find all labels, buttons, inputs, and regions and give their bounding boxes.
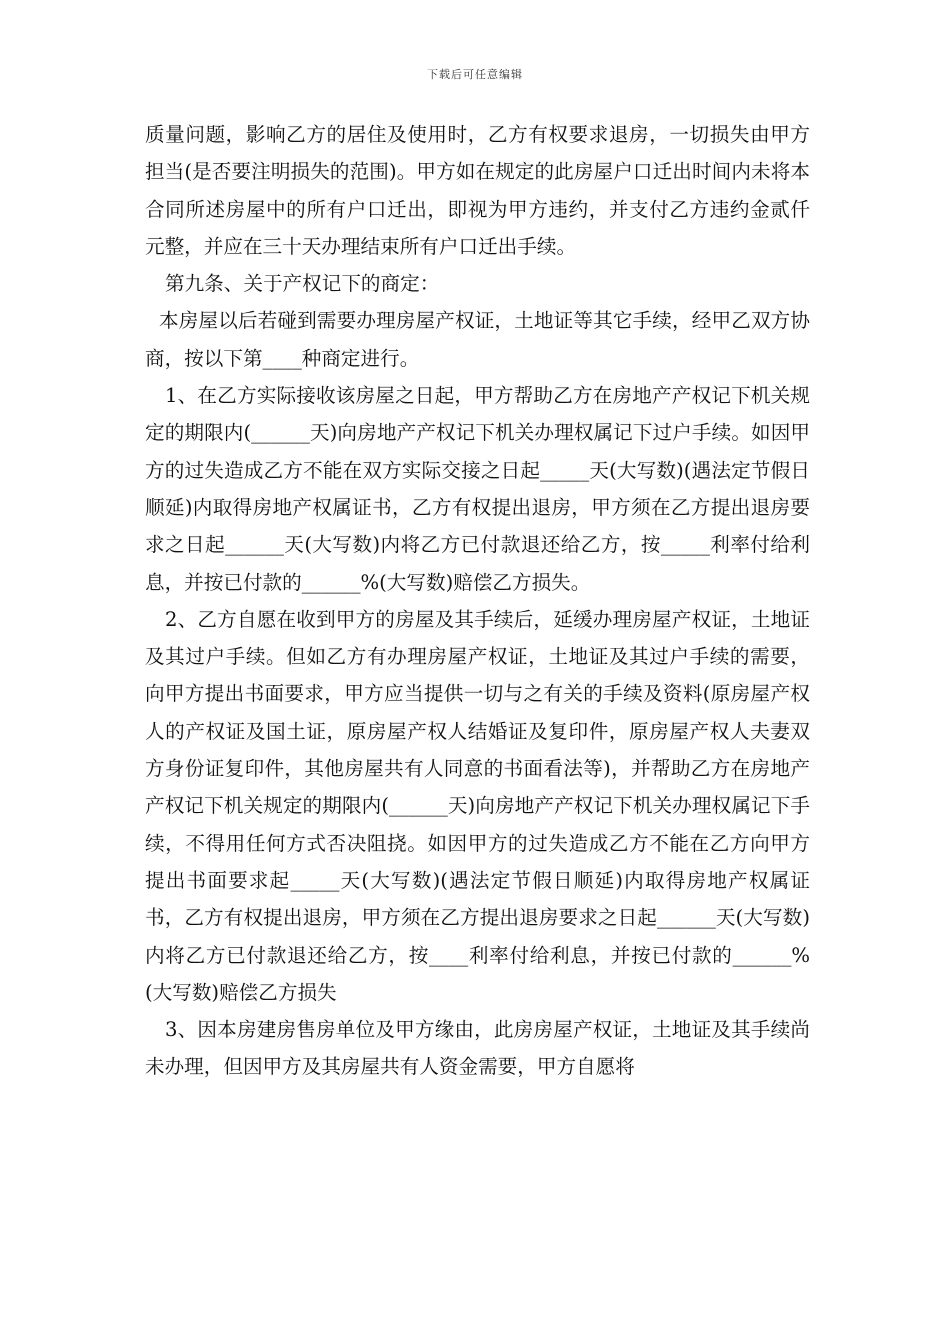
- page-header: 下载后可任意编辑: [427, 68, 523, 81]
- article-nine-heading: 第九条、关于产权记下的商定：: [165, 272, 440, 296]
- clause-three: 3、因本房建房售房单位及甲方缘由，此房房屋产权证，土地证及其手续尚未办理，但因甲方及其房屋共有人资金需要，甲方自愿将: [145, 1018, 810, 1079]
- document-body: [145, 116, 810, 1086]
- paragraph-quality-issue: 质量问题，影响乙方的居住及使用时，乙方有权要求退房，一切损失由甲方担当(是否要注明损失的范围)。甲方如在规定的此房屋户口迁出时间内未将本合同所述房屋中的所有户口迁出，即视为甲方违约，并支付乙方违约金贰仟元整，并应在三十天办理结束所有户口迁出手续。: [145, 123, 810, 258]
- paragraph-property-agreement: 本房屋以后若碰到需要办理房屋产权证，土地证等其它手续，经甲乙双方协商，按以下第____种商定进行。: [145, 309, 810, 370]
- clause-two: 2、乙方自愿在收到甲方的房屋及其手续后，延缓办理房屋产权证，土地证及其过户手续。但如乙方有办理房屋产权证，土地证及其过户手续的需要，向甲方提出书面要求，甲方应当提供一切与之有关的手续及资料(原房屋产权人的产权证及国土证，原房屋产权人结婚证及复印件，原房屋产权人夫妻双方身份证复印件，其他房屋共有人同意的书面看法等)，并帮助乙方在房地产产权记下机关规定的期限内(______天)向房地产产权记下机关办理权属记下手续，不得用任何方式否决阻挠。如因甲方的过失造成乙方不能在乙方向甲方提出书面要求起_____天(大写数)(遇法定节假日顺延)内取得房地产权属证书，乙方有权提出退房，甲方须在乙方提出退房要求之日起______天(大写数)内将乙方已付款退还给乙方，按____利率付给利息，并按已付款的______%(大写数)赔偿乙方损失: [145, 607, 810, 1004]
- clause-one: 1、在乙方实际接收该房屋之日起，甲方帮助乙方在房地产产权记下机关规定的期限内(______天)向房地产产权记下机关办理权属记下过户手续。如因甲方的过失造成乙方不能在双方实际交接之日起_____天(大写数)(遇法定节假日顺延)内取得房地产权属证书，乙方有权提出退房，甲方须在乙方提出退房要求之日起______天(大写数)内将乙方已付款退还给乙方，按_____利率付给利息，并按已付款的______%(大写数)赔偿乙方损失。: [145, 384, 810, 594]
